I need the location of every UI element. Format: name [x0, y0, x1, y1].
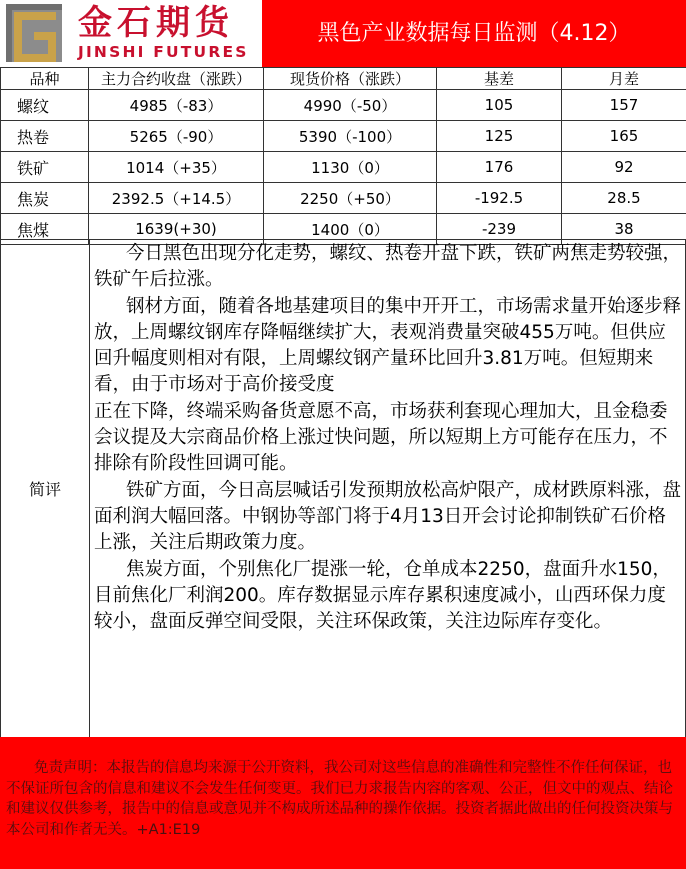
commentary-paragraph: 正在下降，终端采购备货意愿不高，市场获利套现心理加大，且金稳委会议提及大宗商品价格上涨过快问题，所以短期上方可能存在压力，不排除有阶段性回调可能。	[94, 400, 668, 475]
report-title: 黑色产业数据每日监测（4.12）	[317, 21, 631, 46]
cell-basis: 125	[437, 121, 562, 152]
table-row	[1, 183, 686, 214]
header-main-contract-close: 主力合约收盘（涨跌）	[89, 68, 264, 90]
jinshi-logo-icon	[6, 4, 62, 62]
cell-spot: 2250（+50）	[264, 183, 437, 214]
brand-name-cn: 金石期货	[78, 3, 234, 43]
cell-basis: 176	[437, 152, 562, 183]
commentary-label: 简评	[28, 480, 61, 499]
cell-spot: 5390（-100）	[264, 121, 437, 152]
cell-variety: 焦煤	[1, 214, 89, 245]
brand-name-en: JINSHI FUTURES	[78, 43, 249, 61]
market-data-table	[0, 67, 686, 245]
cell-variety: 螺纹	[1, 90, 89, 121]
cell-close: 2392.5（+14.5）	[89, 183, 264, 214]
header-variety: 品种	[1, 68, 89, 90]
table-header-row	[1, 68, 686, 90]
cell-close: 1014（+35）	[89, 152, 264, 183]
cell-spread: 165	[562, 121, 686, 152]
header-month-spread: 月差	[562, 68, 686, 90]
table-row	[1, 90, 686, 121]
report-header	[0, 0, 686, 67]
cell-spot: 1130（0）	[264, 152, 437, 183]
cell-variety: 焦炭	[1, 183, 89, 214]
commentary-label-cell	[1, 240, 90, 737]
header-spot-price: 现货价格（涨跌）	[264, 68, 437, 90]
cell-spread: 92	[562, 152, 686, 183]
commentary-paragraph: 焦炭方面，个别焦化厂提涨一轮，仓单成本2250，盘面升水150，目前焦化厂利润200。库存数据显示库存累积速度减小，山西环保力度较小，盘面反弹空间受限，关注环保政策，关注边际库存变化。	[94, 558, 671, 633]
cell-close: 4985（-83）	[89, 90, 264, 121]
cell-close: 5265（-90）	[89, 121, 264, 152]
cell-spread: 38	[562, 214, 686, 245]
disclaimer-section	[0, 737, 686, 869]
cell-basis: 105	[437, 90, 562, 121]
commentary-body	[90, 240, 684, 635]
cell-spread: 28.5	[562, 183, 686, 214]
cell-variety: 铁矿	[1, 152, 89, 183]
title-bar	[262, 0, 686, 67]
table-row	[1, 152, 686, 183]
table-row	[1, 121, 686, 152]
cell-close: 1639(+30)	[89, 214, 264, 245]
commentary-paragraph: 今日黑色出现分化走势，螺纹、热卷开盘下跌，铁矿两焦走势较强，铁矿午后拉涨。	[94, 243, 682, 291]
cell-basis: -192.5	[437, 183, 562, 214]
cell-basis: -239	[437, 214, 562, 245]
header-basis: 基差	[437, 68, 562, 90]
disclaimer-text: 免责声明：本报告的信息均来源于公开资料，我公司对这些信息的准确性和完整性不作任何保证，也不保证所包含的信息和建议不会发生任何变更。我们已力求报告内容的客观、公正，但文中的观点、结论和建议仅供参考，报告中的信息或意见并不构成所述品种的操作依据。投资者据此做出的任何投资决策与本公司和作者无关。+A1:E19	[6, 760, 673, 838]
cell-variety: 热卷	[1, 121, 89, 152]
cell-spot: 4990（-50）	[264, 90, 437, 121]
cell-spot: 1400（0）	[264, 214, 437, 245]
commentary-section	[0, 239, 686, 738]
cell-spread: 157	[562, 90, 686, 121]
commentary-paragraph: 钢材方面，随着各地基建项目的集中开开工，市场需求量开始逐步释放，上周螺纹钢库存降幅继续扩大，表观消费量突破455万吨。但供应回升幅度则相对有限，上周螺纹钢产量环比回升3.81万吨。但短期来看，由于市场对于高价接受度	[94, 295, 682, 396]
commentary-paragraph: 铁矿方面，今日高层喊话引发预期放松高炉限产，成材跌原料涨，盘面利润大幅回落。中钢协等部门将于4月13日开会讨论抑制铁矿石价格上涨，关注后期政策力度。	[94, 479, 682, 554]
company-logo	[0, 0, 262, 67]
